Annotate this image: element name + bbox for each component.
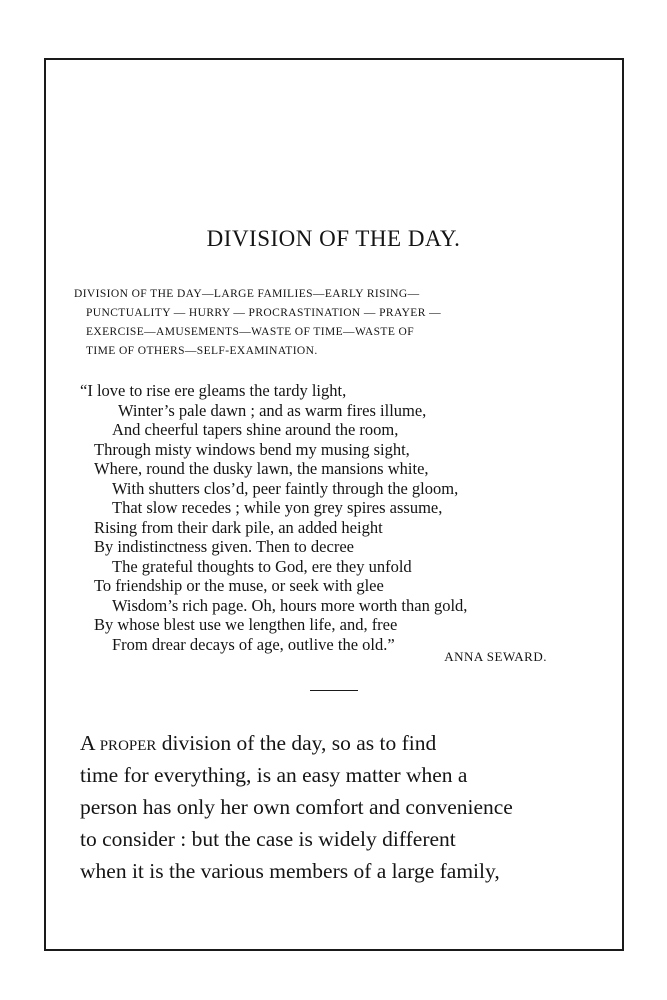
poem-line: Wisdom’s rich page. Oh, hours more worth than gold, bbox=[112, 595, 468, 615]
poem-line: That slow recedes ; while yon grey spires assume, bbox=[112, 498, 443, 517]
body-line: to consider : but the case is widely different bbox=[80, 827, 456, 851]
body-line: when it is the various members of a large family, bbox=[80, 859, 500, 883]
poem-line: And cheerful tapers shine around the room, bbox=[112, 420, 399, 439]
poem-line: From drear decays of age, outlive the old.” bbox=[112, 634, 395, 654]
poem-attribution: ANNA SEWARD. bbox=[444, 649, 547, 664]
poem-line: By indistinctness given. Then to decree bbox=[94, 537, 354, 556]
chapter-summary bbox=[74, 285, 589, 361]
body-line: person has only her own comfort and convenience bbox=[80, 795, 513, 819]
poem-line: By whose blest use we lengthen life, and, free bbox=[94, 615, 398, 634]
poem-line: Winter’s pale dawn ; and as warm fires illume, bbox=[118, 400, 427, 420]
poem-line: “I love to rise ere gleams the tardy light, bbox=[80, 381, 347, 400]
body-lead-in: A proper bbox=[80, 731, 157, 755]
poem-line: To friendship or the muse, or seek with glee bbox=[94, 576, 384, 595]
poem-line: Where, round the dusky lawn, the mansions white, bbox=[94, 459, 429, 478]
poem-line: Through misty windows bend my musing sight, bbox=[94, 439, 410, 459]
poem-line: Rising from their dark pile, an added height bbox=[94, 517, 383, 537]
summary-line: TIME OF OTHERS—SELF-EXAMINATION. bbox=[86, 345, 318, 357]
page-title: DIVISION OF THE DAY. bbox=[206, 226, 461, 251]
summary-line: DIVISION OF THE DAY—LARGE FAMILIES—EARLY RISING— bbox=[74, 288, 420, 300]
summary-line: EXERCISE—AMUSEMENTS—WASTE OF TIME—WASTE OF bbox=[86, 326, 415, 338]
poem-line: With shutters clos’d, peer faintly through the gloom, bbox=[112, 478, 459, 498]
body-paragraph bbox=[80, 727, 588, 887]
body-line: time for everything, is an easy matter when a bbox=[80, 763, 468, 787]
body-line-text: division of the day, so as to find bbox=[156, 731, 437, 755]
section-divider bbox=[310, 690, 358, 691]
poem-line: The grateful thoughts to God, ere they unfold bbox=[112, 556, 412, 576]
epigraph-poem bbox=[80, 381, 580, 654]
summary-line: PUNCTUALITY — HURRY — PROCRASTINATION — PRAYER — bbox=[86, 307, 441, 319]
body-line bbox=[80, 727, 588, 759]
